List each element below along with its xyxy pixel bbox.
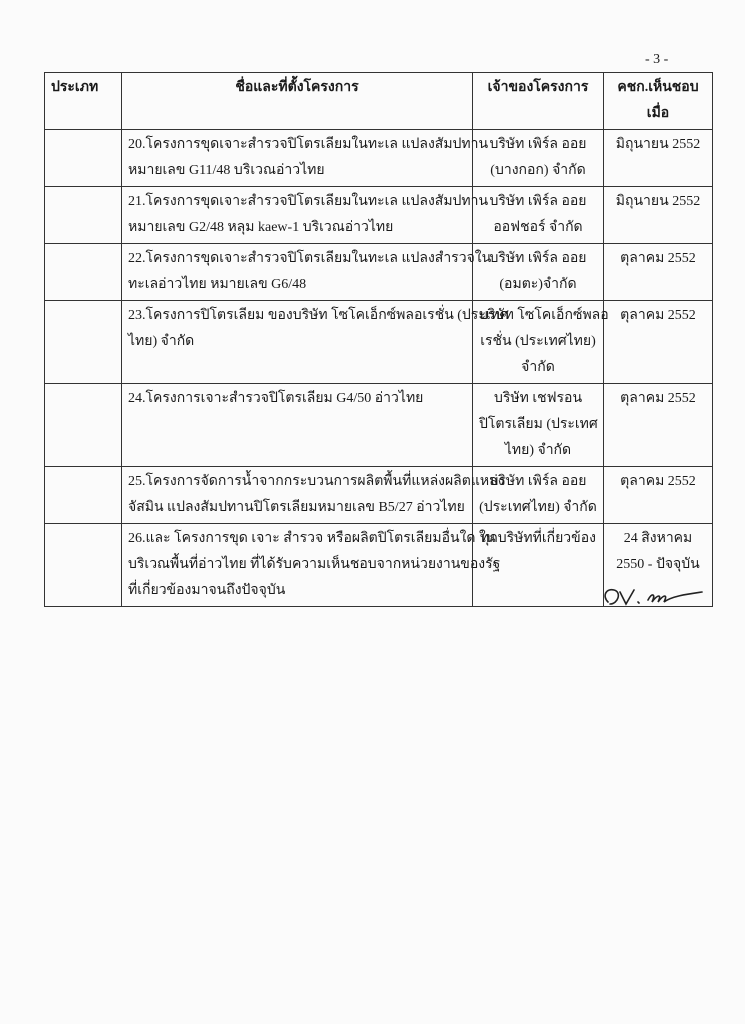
cell-owner-line: ไทย) จำกัด [504, 443, 572, 458]
cell-project [122, 301, 509, 384]
table-row [45, 130, 713, 187]
cell-owner [473, 301, 609, 384]
cell-approved [604, 384, 713, 467]
cell-approved-line: ตุลาคม 2552 [620, 474, 696, 489]
cell-project [122, 467, 505, 524]
cell-project-line: 26.และ โครงการขุด เจาะ สำรวจ หรือผลิตปิโตรเลียมอื่นใด ใน [128, 531, 496, 546]
header-type: ประเภท [45, 73, 122, 130]
cell-project-line: หมายเลข G11/48 บริเวณอ่าวไทย [128, 163, 325, 178]
cell-owner-line: เรชั่น (ประเทศไทย) [480, 334, 596, 349]
cell-owner [473, 244, 604, 301]
cell-approved [604, 187, 713, 244]
cell-owner-line: ออฟชอร์ จำกัด [493, 220, 583, 235]
projects-table [44, 72, 713, 607]
cell-project-line: บริเวณพื้นที่อ่าวไทย ที่ได้รับความเห็นชอบจากหน่วยงานของรัฐ [128, 557, 501, 572]
cell-owner [473, 384, 604, 467]
cell-type [45, 130, 122, 187]
cell-project-line: 20.โครงการขุดเจาะสำรวจปิโตรเลียมในทะเล แปลงสัมปทาน [128, 137, 489, 152]
cell-owner-line: ทุกบริษัทที่เกี่ยวข้อง [480, 531, 596, 546]
cell-project-line: จัสมิน แปลงสัมปทานปิโตรเลียมหมายเลข B5/27 อ่าวไทย [128, 500, 465, 515]
cell-approved [604, 301, 713, 384]
cell-project-line: ที่เกี่ยวข้องมาจนถึงปัจจุบัน [128, 583, 286, 598]
table-header-row [45, 73, 713, 130]
cell-project-line: 21.โครงการขุดเจาะสำรวจปิโตรเลียมในทะเล แปลงสัมปทาน [128, 194, 489, 209]
table-row [45, 301, 713, 384]
cell-approved-line: 2550 - ปัจจุบัน [616, 557, 700, 572]
cell-owner-line: จำกัด [521, 360, 555, 375]
cell-type [45, 467, 122, 524]
cell-project [122, 187, 489, 244]
table-row [45, 384, 713, 467]
cell-type [45, 301, 122, 384]
cell-type [45, 244, 122, 301]
cell-owner-line: บริษัท เพิร์ล ออย [489, 194, 587, 209]
cell-approved [604, 244, 713, 301]
cell-project [122, 524, 501, 607]
cell-project [122, 130, 489, 187]
cell-type [45, 384, 122, 467]
cell-type [45, 524, 122, 607]
cell-owner-line: (ประเทศไทย) จำกัด [479, 500, 597, 515]
cell-approved-line: มิถุนายน 2552 [615, 194, 701, 209]
cell-approved-line: 24 สิงหาคม [623, 531, 693, 546]
cell-project-line: 22.โครงการขุดเจาะสำรวจปิโตรเลียมในทะเล แปลงสำรวจใน [128, 251, 492, 266]
table-row [45, 244, 713, 301]
table-row [45, 187, 713, 244]
cell-approved-line: ตุลาคม 2552 [620, 391, 696, 406]
cell-project-line: ทะเลอ่าวไทย หมายเลข G6/48 [128, 277, 307, 292]
cell-approved [604, 467, 713, 524]
cell-owner-line: บริษัท เพิร์ล ออย [489, 137, 587, 152]
cell-owner [473, 130, 604, 187]
cell-project [122, 384, 473, 467]
cell-owner-line: (อมตะ)จำกัด [499, 277, 577, 292]
table-row [45, 467, 713, 524]
cell-owner-line: บริษัท เพิร์ล ออย [489, 251, 587, 266]
header-approved [604, 73, 713, 130]
cell-project-line: 23.โครงการปิโตรเลียม ของบริษัท โซโคเอ็กซ์พลอเรชั่น (ประเทศ [128, 308, 509, 323]
header-approved-line: คชก.เห็นชอบ [617, 80, 699, 95]
cell-owner-line: ปิโตรเลียม (ประเทศ [479, 417, 598, 432]
cell-owner-line: บริษัท โซโคเอ็กซ์พลอ [479, 308, 609, 323]
header-name-location: ชื่อและที่ตั้งโครงการ [122, 73, 473, 130]
cell-type [45, 187, 122, 244]
cell-project-line: 24.โครงการเจาะสำรวจปิโตรเลียม G4/50 อ่าวไทย [128, 391, 424, 406]
cell-approved-line: มิถุนายน 2552 [615, 137, 701, 152]
cell-owner-line: (บางกอก) จำกัด [490, 163, 586, 178]
cell-approved-line: ตุลาคม 2552 [620, 308, 696, 323]
cell-approved-line: ตุลาคม 2552 [620, 251, 696, 266]
page-number: - 3 - [645, 52, 669, 67]
cell-approved [604, 130, 713, 187]
cell-owner [473, 467, 604, 524]
cell-owner [473, 187, 604, 244]
cell-project-line: 25.โครงการจัดการน้ำจากกระบวนการผลิตพื้นที่แหล่งผลิตแหล่ง [128, 474, 505, 489]
cell-project-line: หมายเลข G2/48 หลุม kaew-1 บริเวณอ่าวไทย [128, 220, 394, 235]
cell-project [122, 244, 492, 301]
cell-project-line: ไทย) จำกัด [128, 334, 195, 349]
cell-owner-line: บริษัท เพิร์ล ออย [489, 474, 587, 489]
header-owner: เจ้าของโครงการ [473, 73, 604, 130]
header-approved-line: เมื่อ [646, 106, 670, 121]
signature [598, 582, 708, 612]
cell-owner-line: บริษัท เชฟรอน [493, 391, 583, 406]
